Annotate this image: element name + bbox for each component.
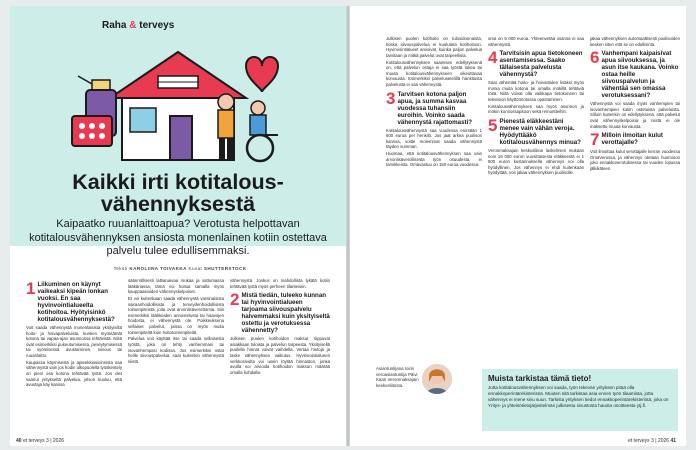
expert-credit: [376, 362, 456, 412]
paragraph: Voit ilmoittaa kulut verottajalle kerran vuodessa OmaVerossa, ja vähennys otetaan huomioon joko ennakkoverotuksessa tai vuoden lopussa jälkikäteen.: [590, 149, 680, 171]
page-number: 40: [16, 438, 22, 444]
article-credits: [50, 266, 310, 271]
question-title: Tarvitsen kotona paljon apua, ja summa kasvaa vuodessa tuhansiin euroihin. Voinko saada vähennystä rajattomasti?: [397, 90, 473, 126]
magazine-name: et terveys: [22, 438, 45, 444]
paragraph: Palvelua voit käyttää itse tai saada sellaisesta työstä, joka on tehty vanhemmasi tai isovanhempasi kodissa. Jos esimerkiksi ostat heille siivouspalvelua, saat kuitenkin vähennystä niistä.: [128, 336, 224, 364]
paragraph: Kaupassa käymisestä ja apteekkiasioinnista saa vähennystä vain jos kodin ulkopuolella työskentely on pieni osa kotona tehtävää työtä. Jos olet saanut yritykseltä palvelua, jolson kuuluu, että avustaja käy kanssa: [26, 359, 122, 388]
right-column-2: [488, 36, 584, 177]
hero-illustration: [70, 46, 286, 164]
question-number: 3: [386, 88, 396, 108]
paragraph: Et voi kuitenkaan saada vähennystä varsinaisista sairaanhoidollisista ja terveydenhoidollisista toimenpiteistä, joita ovat arvonlisäverottomia. Siis esimerkiksi lääkkeiden annostelusta tai haavojen hoidosta, ei vähennystä ole. Poikkeuksena sellaiset palvelut, joissa on myös muita toimenpiteitä kuin hoitotoimenpiteitä.: [128, 295, 224, 335]
paragraph: Saat vähentää hoito- ja hoivatöiden lisäksi myös monia muita kotona tai omalla mökillä tehtäviä töitä. Niitä voivat olla vaikkapa tietokoneen tai television käyttöönotossa opastaminen.: [488, 80, 584, 102]
question-2: [230, 292, 330, 334]
expert-portrait: [422, 364, 452, 394]
expert-credit-text: Asiantuntijana toimi veroasiantuntija Päivi Kaari Veronmaksajain keskusliitosta.: [376, 366, 419, 388]
paragraph: Kotitalousvähennyksen saamisen edellytyksenä on, että palvelun ostaja ei saa työstä tukea tai muuta kotitalousvähennykseen oikeuttavaa korvausta. Esimerkiksi palvelusetelillä hankitusta palvelusta ei saa vähennystä.: [386, 59, 482, 87]
question-number: 5: [488, 115, 498, 135]
magazine-name: et terveys: [628, 438, 650, 444]
paragraph: säännöllisesti lattianaivaa mukaa ja sattumassa lääkäriassa, tämä voi hoitua samalla myös kauppaasioiden vähennyskelpoiset.: [128, 278, 224, 295]
left-column-3: [230, 278, 330, 377]
paragraph: vähennystä. Joskus on mahdollista lykätä kotiin tehtävää työtä myös perheen tilanteisiin.: [230, 278, 330, 289]
paragraph: Kotitalousvähennystä saa vuodessa enintään 1 600 euroa per henkilö. Jos jaat arkea puolison kanssa, voitte molemmat saada vähennystä täyden summan.: [386, 127, 482, 150]
right-column-3: [590, 36, 680, 173]
question-number: 7: [590, 130, 600, 150]
issue-number: 3 | 2026: [651, 438, 670, 444]
left-folio: [16, 438, 64, 444]
credit-text-author: KAROLIINA TOIVAKKA: [129, 266, 187, 271]
left-column-1: [26, 278, 122, 389]
question-4: [488, 50, 584, 78]
section-word-2: terveys: [139, 20, 175, 31]
paragraph: jakaa vähennyksen automaattisesti puolisoiden kesken siten että se on edullisinta.: [590, 36, 680, 47]
question-title: Tarvitsisin apua tietokoneen asentamisessa. Saako tällaisesta palvelusta vähennystä?: [499, 50, 583, 79]
question-title: Liikuminen on käynyt vaikeaksi kipeän lonkan vuoksi. En saa hyvinvointialueelta kotihoitoa. Hyötyisinkö kotitalousvähennyksestä?: [37, 281, 115, 323]
wheelchair-icon: [247, 101, 278, 161]
paragraph: Huomaa, että kotitalousvähennyksen saa vain arvonlisäverollisesta työn osuudesta, ei tarvikkeista. Omavastuu on 150 euroa vuodessa.: [386, 151, 482, 168]
section-word-1: Raha: [102, 20, 127, 31]
question-7: [590, 130, 680, 150]
paragraph: Julkisen puolen kotihoidon maksut riippuvat asiakkaan tuloista ja palvelun tarpeesta. Yksityisellä puolella hinnat voivat vaihdella. Vertaa hintoja ja laske vähennyksen vaikutus. Hyvinvointialueen verkkosivulta voi usein löytää hinnaston, jonka avulla voi arvioida kotihoidon maksun määrää omalla kohdalla.: [230, 336, 330, 375]
page-number: 41: [670, 438, 677, 444]
credit-illus-author: SHUTTERSTOCK: [203, 266, 247, 271]
section-label: [102, 20, 174, 31]
article-headline: [28, 171, 328, 215]
paragraph: Kotitalousvähennyksen saa myös asunnon ja mökin kunnossapitoon sekä remontteihin.: [488, 103, 584, 115]
fact-box-body: Jotta kotitalousvähennyksen voi saada, työn tekevän yrityksen pitää olla ennakkoperintärekisterissä. Muuten sitä tarkistaa asia ennen työn tilaamista, jotta vähennys ei mene sivu suun. Tarkista yrityksen tiedot ennakkoperintärekisteristä, joka on Yritys- ja yhteisötietojärjestelmän julkisesta sivustosta hausta osoitteesta ytj.fi.: [488, 385, 669, 408]
magazine-spread: [10, 0, 686, 450]
question-1: [26, 281, 122, 323]
paragraph: Vähennystä voi saada myös vanhempien tai isovanhempien kotiin ostetuista palveluista. Silloin kuitenkin on edellytyksenä, että palvelut ovat vähennyskelpoisia ja niistä ei ole maksettu muuta korvausta.: [590, 101, 680, 129]
left-page: [10, 6, 346, 446]
question-5: [488, 115, 584, 146]
right-column-1: [386, 36, 482, 169]
credit-illus-label: Kuvat: [188, 266, 203, 271]
question-number: 2: [230, 290, 240, 310]
left-column-2: [128, 278, 224, 365]
pills-icon: [72, 116, 112, 146]
paragraph: Voit saada vähennystä monenlaisista yksityisiltä hoito- ja hoivapalveluista, kuntien myöntämät kotona tai vapaa-ajan asunnossa tehtävistä. Niitä ovat esimerkiksi pukeutumisessa, peseytymisessä tai syömisessä avustaminen, siivous tai ruuanlaitto.: [26, 325, 122, 358]
headline-line-1: Kaikki irti kotitalous-: [72, 170, 284, 194]
heart-icon: [246, 57, 278, 92]
question-title: Pienestä eläkkeestäni menee vain vähän veroja. Hyödyttääkö kotitalousvähennys minua?: [499, 117, 581, 146]
right-folio: [628, 438, 676, 444]
question-title: Milloin ilmoitan kulut verottajalle?: [601, 132, 663, 147]
headline-line-2: vähennyksestä: [100, 192, 256, 216]
paragraph: oma on 5 000 euroa. Yhteenvetää osansa ei saa vähennystä.: [488, 36, 584, 47]
fact-box-title: Muista tarkistaa tämä tieto!: [488, 374, 592, 383]
question-3: [386, 88, 482, 126]
question-title: Vanhempani kaipaisivat apua siivouksessa, ja asun itse kaukana. Voinko ostaa heille siivouspalvelun ja vähentää sen omassa verotuksessani?: [601, 50, 679, 100]
issue-number: 3 | 2026: [46, 438, 65, 444]
question-number: 4: [488, 48, 498, 68]
question-title: Mistä tiedän, tuleeko kunnan tai hyvinvointialueen tarjoama siivouspalvelu halvemmaksi kuin yksityiseltä ostettu ja verotuksessa vähennetty?: [241, 292, 330, 335]
right-page: [350, 6, 686, 446]
paragraph: Veronmaksajain keskusliiton laskelmien mukaan noin 16 000 euron vuosittaisesta eläkkeestä ei 1 500 euron kustannuksella vähennys voi olla hyödyllinen. Jos vähennys ei ehdi kuitenkaan hyödyttää, voit jakaa vähennyksen puolisolle.: [488, 147, 584, 176]
section-ampersand: &: [129, 20, 137, 31]
fact-box: [482, 369, 678, 431]
question-number: 6: [590, 48, 600, 68]
article-lead: Kaipaatko ruuanlaittoapua? Verotusta helpottavan kotitalousvähennyksen ansiosta monenlainen kotiin ostettava palvelu tulee edullisemmaksi.: [29, 218, 327, 257]
question-6: [590, 50, 680, 99]
question-number: 1: [26, 279, 36, 298]
paragraph: Julkisen puolen kotihoito on tulosidonnaista, koska siivouspalvelua ei kuuluteta kotihoitoon. Hyvinvointialueet arvioivat, kuinka paljon palvelua tarvitaan ja mitkä palvelut ovat tarpeellisia.: [386, 36, 482, 58]
credit-text-label: Teksti: [113, 266, 128, 271]
